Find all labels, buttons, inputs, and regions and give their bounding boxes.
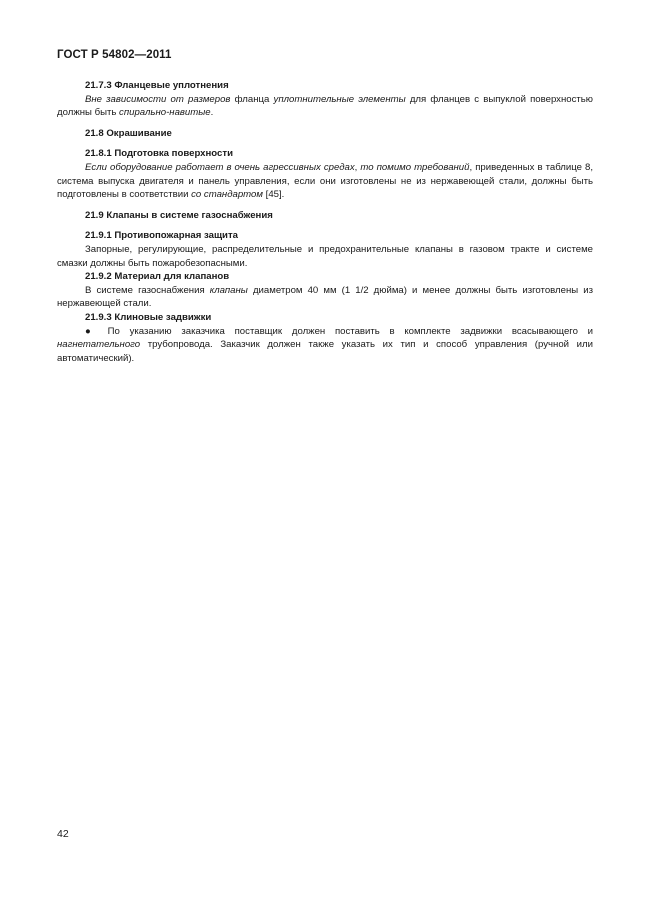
section-heading-21-9-3: 21.9.3 Клиновые задвижки <box>85 311 212 323</box>
paragraph-21-7-3 <box>57 93 593 120</box>
text-span: [45]. <box>262 189 285 201</box>
italic-span: Если оборудование работает в очень агрессивных средах <box>85 161 355 173</box>
page-number: 42 <box>57 828 69 840</box>
text-span: диаметром 40 мм (1 1/2 дюйма) и менее должны быть изготовлены из нержавеющей стали. <box>57 284 593 310</box>
paragraph-21-9-1: Запорные, регулирующие, распределительные и предохранительные клапаны в газовом тракте и системе смазки должны быть пожаробезопасными. <box>57 243 593 269</box>
section-heading-21-9: 21.9 Клапаны в системе газоснабжения <box>85 209 273 221</box>
text-span: В системе газоснабжения <box>85 284 210 296</box>
text-span: для фланцев с выпуклой поверхностью должны быть <box>57 93 593 119</box>
text-span: , приведенных в таблице 8, система выпуска двигателя и панель управления, если они изготовлены не из нержавеющей стали, должны быть подготовлены в соответствии <box>57 161 593 201</box>
italic-span: со стандартом <box>191 189 263 201</box>
paragraph-21-8-1 <box>57 161 593 202</box>
text-span: По указанию заказчика поставщик должен поставить в комплекте задвижки всасывающего и <box>97 325 594 337</box>
paragraph-21-9-2 <box>57 284 593 311</box>
section-heading-21-8: 21.8 Окрашивание <box>85 127 172 139</box>
italic-span: нагнетательного <box>57 339 141 351</box>
italic-span: Вне зависимости от размеров <box>85 93 231 105</box>
section-heading-21-9-2: 21.9.2 Материал для клапанов <box>85 271 230 283</box>
italic-span: то помимо требований <box>360 161 470 173</box>
italic-span: спирально-навитые <box>119 107 211 119</box>
text-span: фланца <box>230 93 274 105</box>
paragraph-21-9-3 <box>57 325 593 366</box>
italic-span: уплотнительные элементы <box>273 93 406 105</box>
section-heading-21-7-3: 21.7.3 Фланцевые уплотнения <box>85 80 229 91</box>
document-number-header: ГОСТ Р 54802—2011 <box>57 49 172 61</box>
document-body <box>57 79 593 365</box>
text-span: , <box>354 161 361 173</box>
bullet-icon: ● <box>85 325 98 337</box>
italic-span: клапаны <box>209 284 248 296</box>
text-span: . <box>210 107 214 119</box>
section-heading-21-8-1: 21.8.1 Подготовка поверхности <box>85 148 233 160</box>
text-span: трубопровода. Заказчик должен также указать их тип и способ управления (ручной или автоматический). <box>57 339 593 364</box>
section-heading-21-9-1: 21.9.1 Противопожарная защита <box>85 230 238 242</box>
